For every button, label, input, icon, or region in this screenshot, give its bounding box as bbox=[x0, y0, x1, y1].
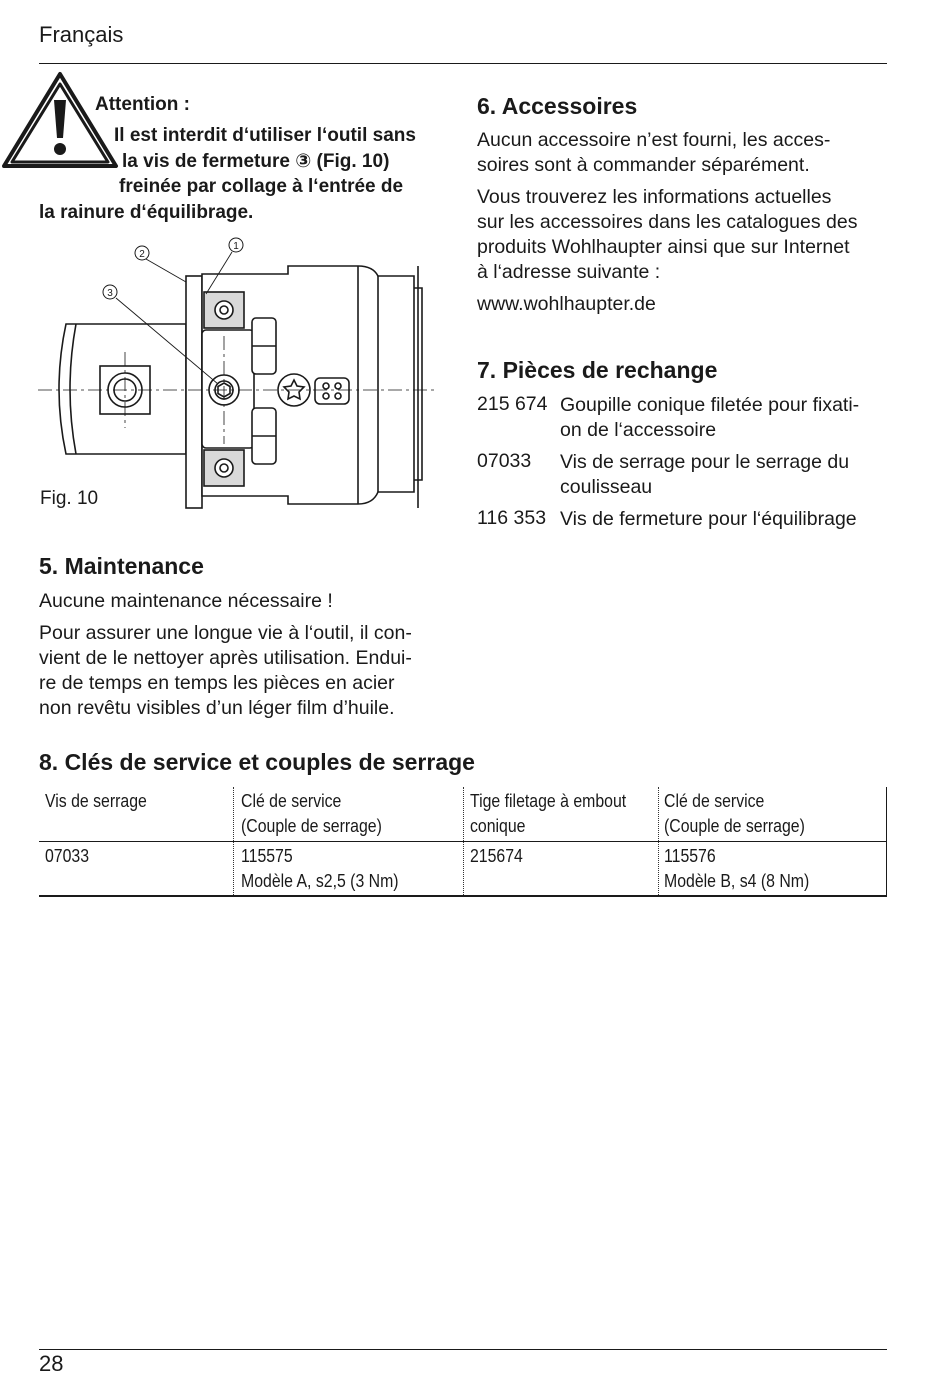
table-cell: 215674 bbox=[470, 846, 523, 866]
table-header-cell: Tige filetage à embout bbox=[470, 791, 627, 811]
figure-label: Fig. 10 bbox=[40, 488, 99, 509]
table-bottom-border bbox=[39, 895, 887, 897]
part-description-line: Vis de fermeture pour l‘équilibrage bbox=[560, 508, 857, 530]
warning-text-line: la rainure d‘équilibrage. bbox=[39, 202, 254, 223]
warning-text-line: la vis de fermeture ③ (Fig. 10) bbox=[122, 151, 390, 172]
table-cell: 115576 bbox=[664, 846, 716, 866]
table-cell: 115575 bbox=[241, 846, 293, 866]
header-rule bbox=[39, 63, 887, 64]
part-code: 07033 bbox=[477, 450, 532, 472]
paragraph-line: sur les accessoires dans les catalogues des bbox=[477, 211, 858, 233]
footer-rule bbox=[39, 1349, 887, 1350]
section-heading-pieces-de-rechange: 7. Pièces de rechange bbox=[477, 357, 718, 383]
paragraph: Aucune maintenance nécessaire ! bbox=[39, 590, 333, 612]
svg-text:2: 2 bbox=[139, 249, 145, 260]
section-heading-maintenance: 5. Maintenance bbox=[39, 553, 204, 579]
part-description-line: coulisseau bbox=[560, 476, 653, 498]
website-url[interactable]: www.wohlhaupter.de bbox=[477, 293, 656, 315]
svg-text:3: 3 bbox=[107, 288, 113, 299]
header-row-separator bbox=[39, 841, 887, 842]
paragraph-line: Aucun accessoire n’est fourni, les acces- bbox=[477, 129, 831, 151]
table-header-cell: Clé de service bbox=[241, 791, 342, 811]
table-header-cell: Vis de serrage bbox=[45, 791, 147, 811]
part-description-line: Goupille conique filetée pour fixati- bbox=[560, 394, 860, 416]
paragraph-line: Vous trouverez les informations actuelles bbox=[477, 186, 832, 208]
table-header-cell: (Couple de serrage) bbox=[241, 816, 382, 836]
section-heading-accessoires: 6. Accessoires bbox=[477, 93, 638, 119]
paragraph-line: vient de le nettoyer après utilisation. Endui- bbox=[39, 647, 412, 669]
warning-title: Attention : bbox=[95, 94, 190, 115]
paragraph-line: produits Wohlhaupter ainsi que sur Internet bbox=[477, 236, 850, 258]
warning-text-line: freinée par collage à l‘entrée de bbox=[119, 176, 404, 197]
table-header-cell: conique bbox=[470, 816, 526, 836]
paragraph-line: Pour assurer une longue vie à l‘outil, il con- bbox=[39, 622, 412, 644]
paragraph-line: à l‘adresse suivante : bbox=[477, 261, 661, 283]
page-number: 28 bbox=[39, 1351, 64, 1376]
paragraph-line: re de temps en temps les pièces en acier bbox=[39, 672, 395, 694]
part-description-line: on de l‘accessoire bbox=[560, 419, 717, 441]
page-language-header: Français bbox=[39, 22, 124, 47]
technical-drawing-fig10 bbox=[38, 232, 438, 518]
warning-text-line: Il est interdit d‘utiliser l‘outil sans bbox=[114, 125, 416, 146]
table-cell: 07033 bbox=[45, 846, 90, 866]
table-cell: Modèle B, s4 (8 Nm) bbox=[664, 871, 810, 891]
table-header-cell: (Couple de serrage) bbox=[664, 816, 805, 836]
part-description-line: Vis de serrage pour le serrage du bbox=[560, 451, 850, 473]
section-heading-cles-de-service: 8. Clés de service et couples de serrage bbox=[39, 749, 475, 775]
paragraph-line: non revêtu visibles d’un léger film d’huile. bbox=[39, 697, 395, 719]
service-keys-table bbox=[39, 787, 887, 897]
table-cell: Modèle A, s2,5 (3 Nm) bbox=[241, 871, 399, 891]
paragraph-line: soires sont à commander séparément. bbox=[477, 154, 810, 176]
part-code: 215 674 bbox=[477, 393, 548, 415]
svg-text:1: 1 bbox=[233, 241, 239, 252]
warning-triangle-icon bbox=[0, 70, 120, 170]
table-header-cell: Clé de service bbox=[664, 791, 765, 811]
part-code: 116 353 bbox=[477, 507, 547, 529]
